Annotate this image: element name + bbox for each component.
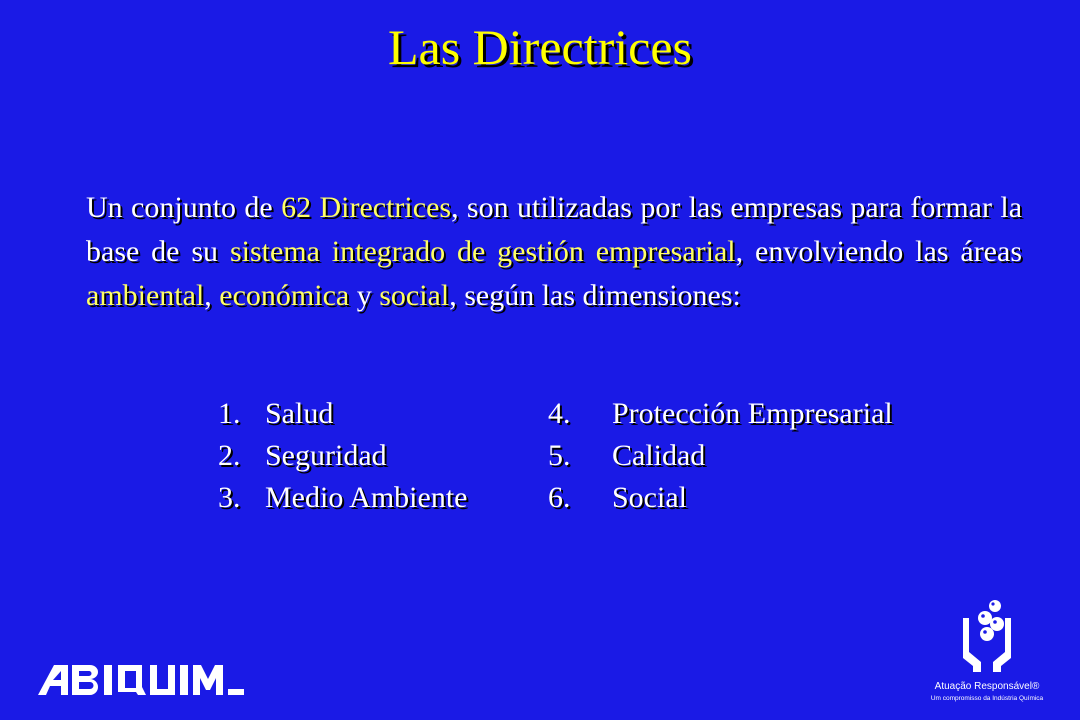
dimension-item [548,435,893,477]
logo-tagline: Um compromisso da Indústria Química [930,695,1044,702]
dimensions-list-right [548,393,893,519]
dimension-item [218,393,467,435]
paragraph-text: y [349,279,380,312]
logo-name: Atuação Responsável® [934,681,1040,692]
dimension-number: 1. [218,397,241,430]
slide-title: Las Directrices [387,19,692,75]
abiquim-logo-mark [38,664,248,696]
abiquim-logo [38,664,248,701]
dimension-number: 5. [548,439,571,472]
atuacao-responsavel-logo [912,596,1062,702]
intro-paragraph [86,186,1022,318]
paragraph-text: , [204,279,220,312]
dimension-label: Salud [265,397,334,430]
dimension-label: Medio Ambiente [265,481,468,514]
highlighted-term: ambiental [86,279,205,312]
paragraph-text: Un conjunto de [86,191,282,224]
highlighted-term: sistema integrado de gestión empresarial [229,235,736,268]
hands-molecule-icon [957,596,1017,674]
highlighted-term: económica [219,279,350,312]
paragraph-text: , son utilizadas por las empresas para formar la base de su [86,191,1023,268]
dimension-number: 4. [548,397,571,430]
dimension-item [548,477,893,519]
paragraph-text: , según las dimensiones: [449,279,741,312]
dimension-number: 3. [218,481,241,514]
dimension-item [218,435,467,477]
dimension-number: 2. [218,439,241,472]
dimension-item [218,477,467,519]
dimension-number: 6. [548,481,571,514]
dimension-label: Seguridad [265,439,387,472]
dimension-item [548,393,893,435]
highlighted-term: 62 Directrices [281,191,452,224]
dimensions-list-left [218,393,467,519]
dimension-label: Calidad [612,439,706,472]
paragraph-text: , envolviendo las áreas [735,235,1022,268]
highlighted-term: social [379,279,450,312]
dimension-label: Protección Empresarial [612,397,893,430]
dimension-label: Social [612,481,687,514]
